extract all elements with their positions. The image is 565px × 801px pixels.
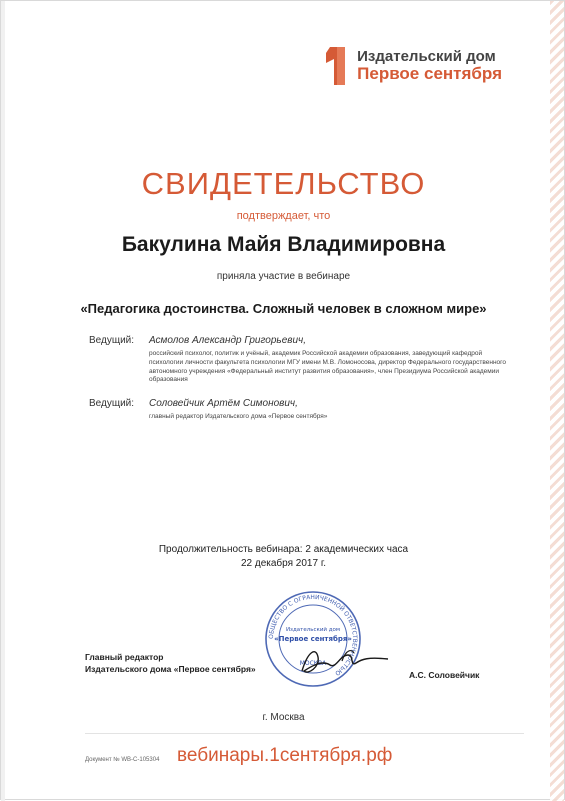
right-decorative-stripe bbox=[550, 1, 564, 801]
seal-outer-text: ОБЩЕСТВО С ОГРАНИЧЕННОЙ ОТВЕТСТВЕННОСТЬЮ bbox=[267, 593, 359, 677]
chief-editor-line1: Главный редактор bbox=[85, 652, 164, 662]
certificate-subtitle: подтверждает, что bbox=[236, 210, 331, 222]
left-border-strip bbox=[1, 1, 5, 801]
publisher-logo bbox=[323, 45, 502, 87]
website-address: вебинары.1сентября.рф bbox=[177, 745, 393, 766]
publisher-name-line1: Издательский дом bbox=[357, 48, 496, 66]
number-one-logo-icon bbox=[323, 45, 349, 87]
seal-inner-main: «Первое сентября» bbox=[274, 635, 352, 643]
seal-city: МОСКВА bbox=[299, 660, 327, 667]
seal-inner-top: Издательский дом bbox=[285, 627, 341, 633]
host-name: Соловейчик Артём Симонович, bbox=[149, 398, 298, 409]
recipient-name: Бакулина Майя Владимировна bbox=[121, 233, 446, 256]
webinar-duration: Продолжительность вебинара: 2 академических часа bbox=[158, 544, 409, 555]
handwritten-signature bbox=[294, 641, 394, 686]
host-label: Ведущий: bbox=[89, 335, 135, 346]
publisher-name bbox=[357, 49, 502, 83]
host-entry bbox=[89, 335, 509, 385]
host-description: главный редактор Издательского дома «Первое сентября» bbox=[149, 413, 328, 420]
participation-text: приняла участие в вебинаре bbox=[216, 271, 351, 282]
chief-editor-line2: Издательского дома «Первое сентября» bbox=[85, 663, 256, 674]
host-entry bbox=[89, 398, 509, 422]
certificate-title: СВИДЕТЕЛЬСТВО bbox=[141, 166, 426, 201]
chief-editor-title bbox=[85, 652, 256, 676]
signature-graphic bbox=[294, 641, 394, 681]
host-info bbox=[149, 335, 509, 385]
signer-name: А.С. Соловейчик bbox=[409, 670, 480, 680]
host-label: Ведущий: bbox=[89, 398, 135, 409]
publisher-name-line2: Первое сентября bbox=[357, 63, 502, 83]
document-number: Документ № WB-C-105304 bbox=[85, 757, 160, 763]
host-description: российский психолог, политик и учёный, академик Российской академии образования, заведующий кафедрой психологии личности факультета психологии МГУ имени М.В. Ломоносова, директор Федерального государственного автономного учреждения «Федеральный институт развития образования», член Президиума Российской академии образования bbox=[149, 350, 506, 384]
host-name: Асмолов Александр Григорьевич, bbox=[149, 335, 306, 346]
host-info bbox=[149, 398, 509, 422]
webinar-date: 22 декабря 2017 г. bbox=[240, 558, 327, 569]
issue-city: г. Москва bbox=[262, 712, 305, 723]
webinar-title: «Педагогика достоинства. Сложный человек в сложном мире» bbox=[80, 301, 487, 316]
footer-divider bbox=[85, 733, 524, 734]
